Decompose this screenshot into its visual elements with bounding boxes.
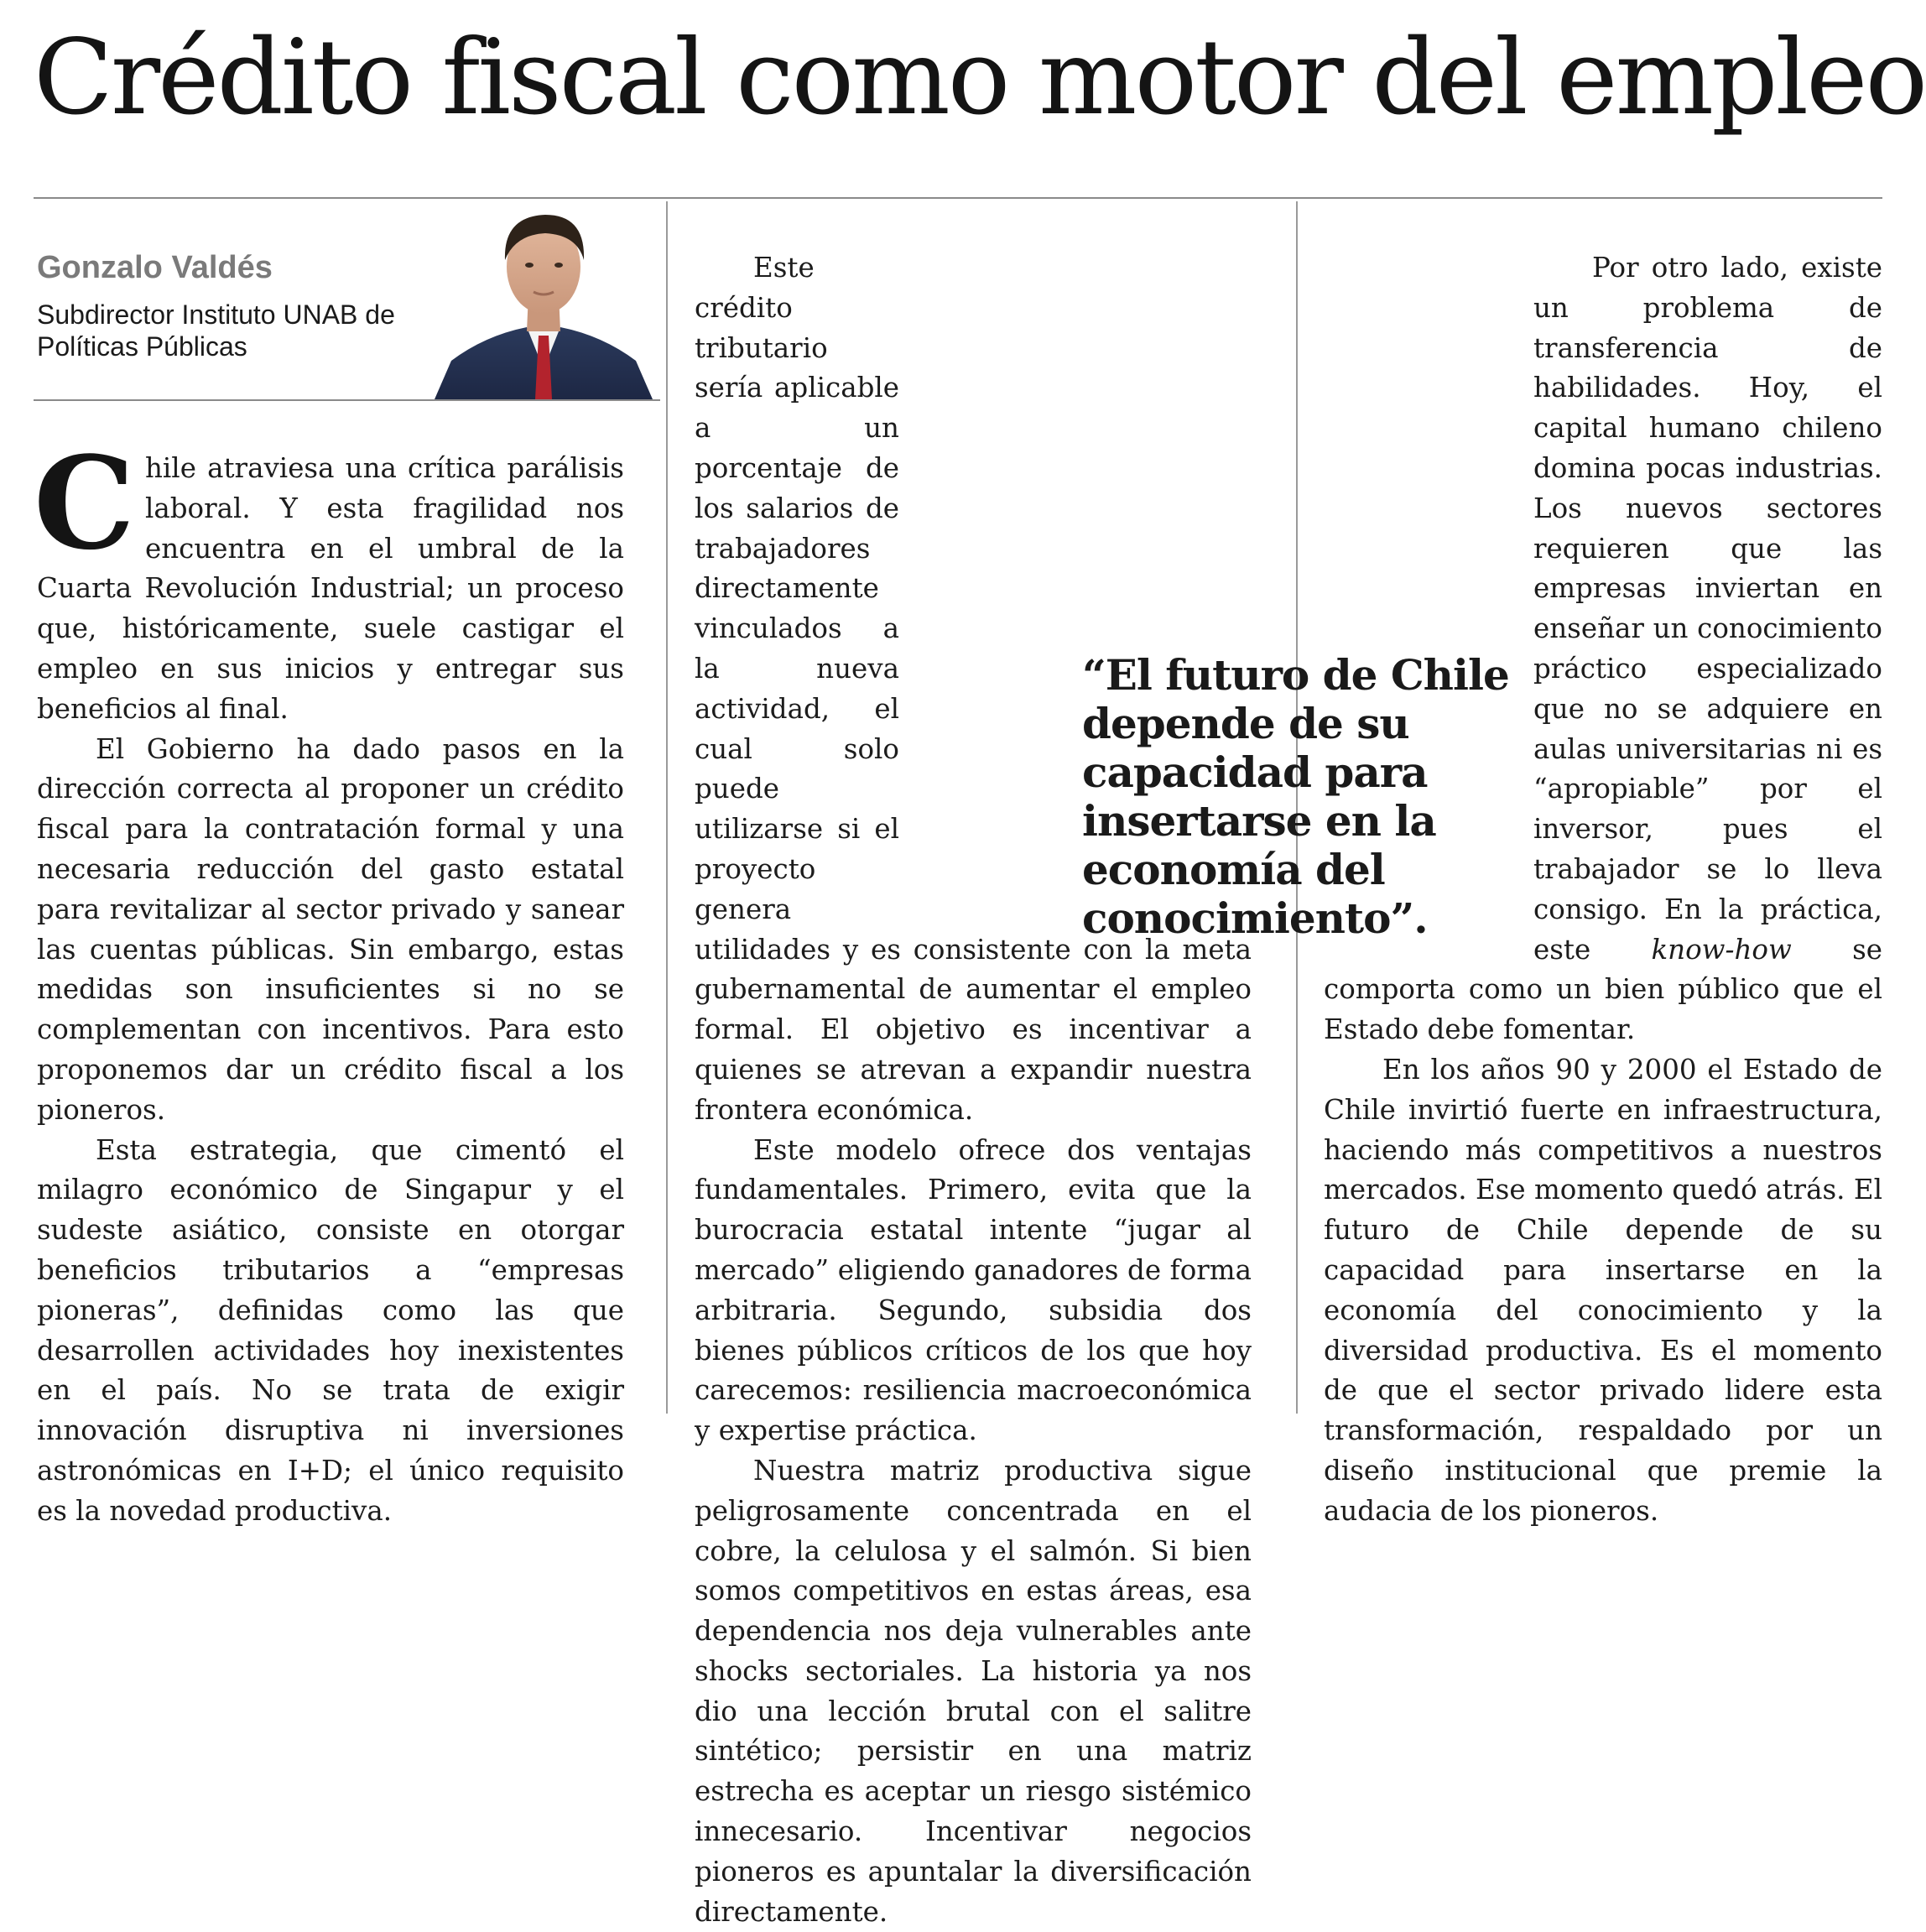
paragraph: El Gobierno ha dado pasos en la dirección correcta al proponer un crédito fiscal para la contratación formal y una necesaria reducción del gasto estatal para revitalizar al sector privado y sanear las cuentas públicas. Sin embargo, estas medidas son insuficientes si no se complementan con incentivos. Para esto proponemos dar un crédito fiscal a los pioneros.: [37, 732, 624, 1126]
column-divider: [666, 201, 668, 1414]
article-column-1: [34, 428, 624, 1532]
paragraph: Este modelo ofrece dos ventajas fundamentales. Primero, evita que la burocracia estatal intente “jugar al mercado” eligiendo ganadores de forma arbitraria. Segundo, subsidia dos bienes públicos críticos de los que hoy carecemos: resiliencia macroeconómica y expertise práctica.: [695, 1133, 1252, 1447]
pull-quote: “El futuro de Chile depende de su capacidad para insertarse en la economía del conocimiento”.: [1082, 650, 1509, 943]
paragraph: Nuestra matriz productiva sigue peligrosamente concentrada en el cobre, la celulosa y el salmón. Si bien somos competitivos en estas áreas, esa dependencia nos deja vulnerables ante shocks sectoriales. La historia ya nos dio una lección brutal con el salitre sintético; persistir en una matriz estrecha es aceptar un riesgo sistémico innecesario. Incentivar negocios pioneros es apuntalar la diversificación directamente.: [695, 1454, 1252, 1928]
author-portrait: [435, 201, 653, 399]
author-divider: [34, 399, 660, 401]
article-column-2: [695, 248, 1252, 1932]
paragraph: Por otro lado, existe un problema de transferencia de habilidades. Hoy, el capital humano chileno domina pocas industrias. Los nuevos sectores requieren que las empresas inviertan en enseñar un conocimiento práctico especializado que no se adquiere en aulas universitarias ni es “apropiable” por el inversor, pues el trabajador se lo lleva consigo. En la práctica, este know-how se comporta como un bien público que el Estado debe fomentar.: [1324, 252, 1882, 1046]
article-headline: Crédito fiscal como motor del empleo: [34, 18, 1926, 138]
paragraph: En los años 90 y 2000 el Estado de Chile invirtió fuerte en infraestructura, haciendo más competitivos a nuestros mercados. Ese momento quedó atrás. El futuro de Chile depende de su capacidad para insertarse en la economía del conocimiento y la diversidad productiva. Es el momento de que el sector privado lidere esta transformación, respaldado por un diseño institucional que premie la audacia de los pioneros.: [1324, 1053, 1882, 1527]
paragraph: Este crédito tributario sería aplicable a un porcentaje de los salarios de trabajadores directamente vinculados a la nueva actividad, el cual solo puede utilizarse si el proyecto genera utilidades y es consistente con la meta gubernamental de aumentar el empleo formal. El objetivo es incentivar a quienes se atrevan a expandir nuestra frontera económica.: [695, 252, 1252, 1126]
author-name: Gonzalo Valdés: [37, 250, 273, 285]
drop-cap: C: [34, 428, 135, 578]
top-divider: [34, 197, 1882, 199]
paragraph: hile atraviesa una crítica parálisis laboral. Y esta fragilidad nos encuentra en el umbral de la Cuarta Revolución Industrial; un proceso que, históricamente, suele castigar el empleo en sus inicios y entregar sus beneficios al final.: [37, 452, 624, 725]
author-role: Subdirector Instituto UNAB de Políticas Públicas: [37, 299, 395, 362]
paragraph: Esta estrategia, que cimentó el milagro económico de Singapur y el sudeste asiático, consiste en otorgar beneficios tributarios a “empresas pioneras”, definidas como las que desarrollen actividades hoy inexistentes en el país. No se trata de exigir innovación disruptiva ni inversiones astronómicas en I+D; el único requisito es la novedad productiva.: [37, 1133, 624, 1527]
